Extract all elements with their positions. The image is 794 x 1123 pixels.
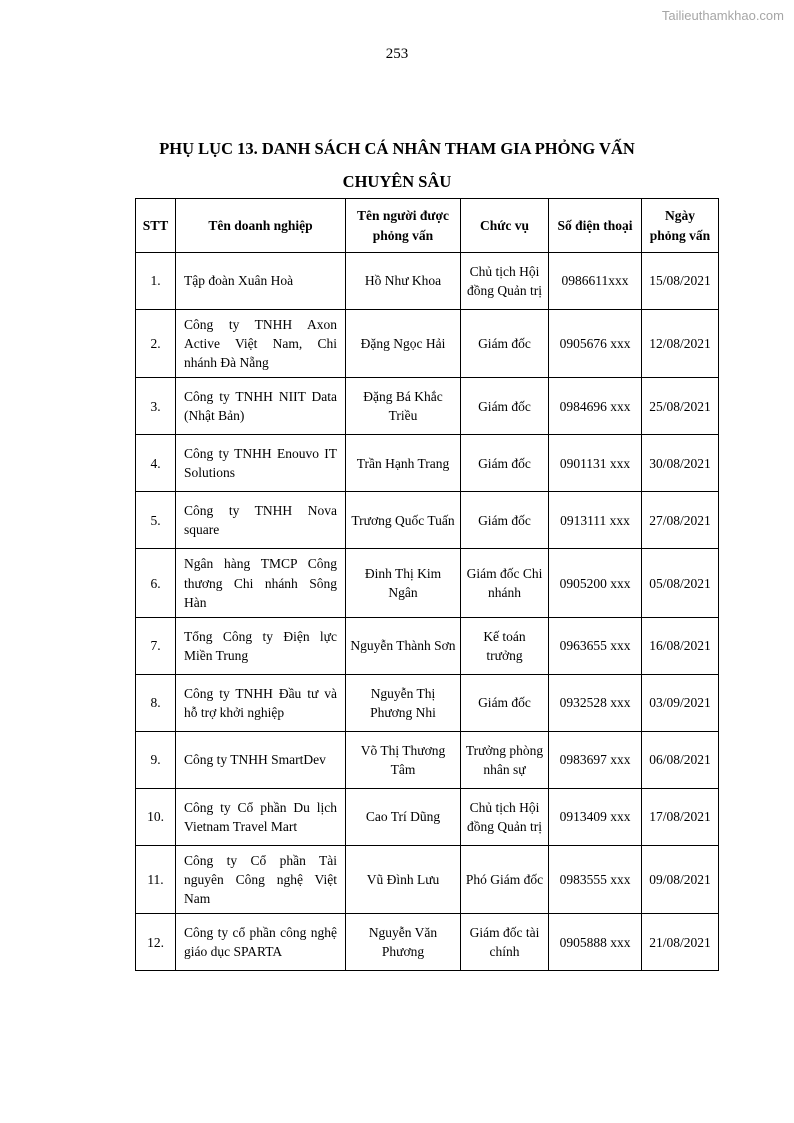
table-row	[136, 617, 719, 674]
table-body	[136, 253, 719, 971]
table-row	[136, 914, 719, 971]
cell-company: Công ty TNHH Nova square	[176, 492, 346, 549]
cell-position: Giám đốc Chi nhánh	[461, 549, 549, 617]
cell-position: Giám đốc	[461, 674, 549, 731]
cell-date: 30/08/2021	[642, 435, 719, 492]
cell-phone: 0901131 xxx	[549, 435, 642, 492]
cell-person: Vũ Đình Lưu	[346, 845, 461, 913]
cell-phone: 0905888 xxx	[549, 914, 642, 971]
cell-position: Chủ tịch Hội đồng Quản trị	[461, 253, 549, 310]
header-position: Chức vụ	[461, 199, 549, 253]
cell-company: Ngân hàng TMCP Công thương Chi nhánh Sông Hàn	[176, 549, 346, 617]
cell-stt: 8.	[136, 674, 176, 731]
table-row	[136, 549, 719, 617]
cell-date: 09/08/2021	[642, 845, 719, 913]
cell-person: Nguyễn Thị Phương Nhi	[346, 674, 461, 731]
header-stt: STT	[136, 199, 176, 253]
cell-person: Đinh Thị Kim Ngân	[346, 549, 461, 617]
cell-person: Đặng Bá Khắc Triều	[346, 378, 461, 435]
cell-phone: 0963655 xxx	[549, 617, 642, 674]
cell-stt: 7.	[136, 617, 176, 674]
cell-person: Trương Quốc Tuấn	[346, 492, 461, 549]
appendix-title-line2: CHUYÊN SÂU	[342, 172, 452, 191]
interview-table	[135, 198, 719, 971]
cell-date: 17/08/2021	[642, 788, 719, 845]
cell-stt: 2.	[136, 310, 176, 378]
cell-company: Công ty cổ phần công nghệ giáo dục SPARTA	[176, 914, 346, 971]
cell-date: 21/08/2021	[642, 914, 719, 971]
appendix-title-line1: PHỤ LỤC 13. DANH SÁCH CÁ NHÂN THAM GIA PHỎNG VẤN	[159, 139, 635, 158]
cell-phone: 0983555 xxx	[549, 845, 642, 913]
table-row	[136, 435, 719, 492]
cell-company: Công ty TNHH Axon Active Việt Nam, Chi nhánh Đà Nẵng	[176, 310, 346, 378]
site-watermark: Tailieuthamkhao.com	[661, 8, 784, 23]
table-row	[136, 253, 719, 310]
cell-position: Giám đốc tài chính	[461, 914, 549, 971]
table-row	[136, 674, 719, 731]
cell-company: Công ty TNHH SmartDev	[176, 731, 346, 788]
table-header-row	[136, 199, 719, 253]
header-company: Tên doanh nghiệp	[176, 199, 346, 253]
table-row	[136, 378, 719, 435]
cell-stt: 11.	[136, 845, 176, 913]
cell-company: Công ty TNHH Đầu tư và hỗ trợ khởi nghiệp	[176, 674, 346, 731]
cell-phone: 0905200 xxx	[549, 549, 642, 617]
cell-position: Giám đốc	[461, 435, 549, 492]
cell-person: Nguyễn Văn Phương	[346, 914, 461, 971]
cell-phone: 0913111 xxx	[549, 492, 642, 549]
cell-date: 03/09/2021	[642, 674, 719, 731]
cell-date: 06/08/2021	[642, 731, 719, 788]
cell-phone: 0984696 xxx	[549, 378, 642, 435]
cell-phone: 0932528 xxx	[549, 674, 642, 731]
cell-phone: 0913409 xxx	[549, 788, 642, 845]
header-phone: Số điện thoại	[549, 199, 642, 253]
cell-stt: 5.	[136, 492, 176, 549]
cell-date: 27/08/2021	[642, 492, 719, 549]
cell-stt: 6.	[136, 549, 176, 617]
cell-date: 12/08/2021	[642, 310, 719, 378]
cell-date: 15/08/2021	[642, 253, 719, 310]
cell-stt: 10.	[136, 788, 176, 845]
cell-position: Giám đốc	[461, 378, 549, 435]
cell-stt: 3.	[136, 378, 176, 435]
cell-stt: 12.	[136, 914, 176, 971]
table-row	[136, 731, 719, 788]
cell-phone: 0905676 xxx	[549, 310, 642, 378]
table-row	[136, 845, 719, 913]
cell-date: 16/08/2021	[642, 617, 719, 674]
cell-person: Cao Trí Dũng	[346, 788, 461, 845]
cell-position: Giám đốc	[461, 492, 549, 549]
header-date: Ngày phỏng vấn	[642, 199, 719, 253]
cell-person: Đặng Ngọc Hải	[346, 310, 461, 378]
cell-person: Nguyễn Thành Sơn	[346, 617, 461, 674]
page-number: 253	[385, 46, 409, 62]
cell-company: Công ty TNHH NIIT Data (Nhật Bản)	[176, 378, 346, 435]
cell-company: Tổng Công ty Điện lực Miền Trung	[176, 617, 346, 674]
cell-stt: 9.	[136, 731, 176, 788]
cell-company: Công ty TNHH Enouvo IT Solutions	[176, 435, 346, 492]
cell-person: Võ Thị Thương Tâm	[346, 731, 461, 788]
cell-date: 05/08/2021	[642, 549, 719, 617]
cell-person: Trần Hạnh Trang	[346, 435, 461, 492]
cell-company: Tập đoàn Xuân Hoà	[176, 253, 346, 310]
appendix-title	[0, 132, 794, 198]
cell-person: Hồ Như Khoa	[346, 253, 461, 310]
cell-date: 25/08/2021	[642, 378, 719, 435]
table-row	[136, 310, 719, 378]
cell-position: Trưởng phòng nhân sự	[461, 731, 549, 788]
table-row	[136, 788, 719, 845]
cell-phone: 0983697 xxx	[549, 731, 642, 788]
header-person: Tên người được phỏng vấn	[346, 199, 461, 253]
cell-position: Kế toán trưởng	[461, 617, 549, 674]
cell-position: Giám đốc	[461, 310, 549, 378]
cell-company: Công ty Cổ phần Tài nguyên Công nghệ Việt Nam	[176, 845, 346, 913]
cell-position: Chủ tịch Hội đồng Quản trị	[461, 788, 549, 845]
cell-stt: 4.	[136, 435, 176, 492]
table-row	[136, 492, 719, 549]
cell-phone: 0986611xxx	[549, 253, 642, 310]
cell-position: Phó Giám đốc	[461, 845, 549, 913]
cell-stt: 1.	[136, 253, 176, 310]
cell-company: Công ty Cổ phần Du lịch Vietnam Travel Mart	[176, 788, 346, 845]
